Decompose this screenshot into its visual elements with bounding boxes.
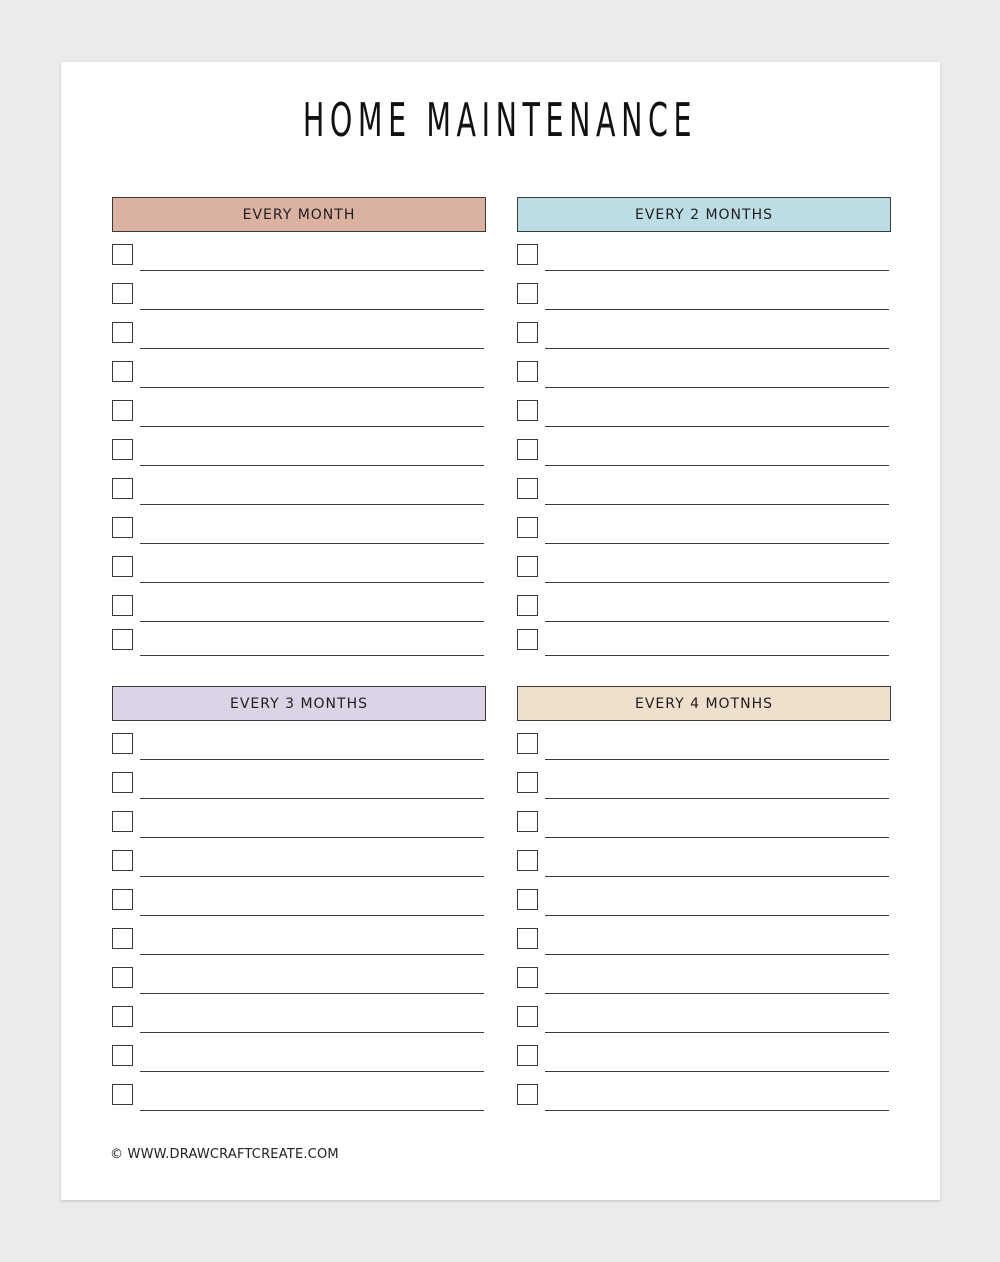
checklist-row	[112, 439, 486, 469]
checklist-row	[112, 361, 486, 391]
task-write-line[interactable]	[140, 993, 484, 994]
checklist-row	[112, 1045, 486, 1075]
task-write-line[interactable]	[140, 426, 484, 427]
checklist-row	[112, 629, 486, 659]
task-write-line[interactable]	[140, 621, 484, 622]
checklist-row	[517, 1084, 891, 1114]
task-checkbox[interactable]	[112, 517, 133, 538]
checklist-row	[112, 733, 486, 763]
checklist-row	[517, 478, 891, 508]
task-write-line[interactable]	[545, 465, 889, 466]
section-header: EVERY MONTH	[112, 197, 486, 232]
task-checkbox[interactable]	[517, 400, 538, 421]
task-write-line[interactable]	[140, 655, 484, 656]
task-write-line[interactable]	[140, 387, 484, 388]
task-checkbox[interactable]	[517, 439, 538, 460]
task-checkbox[interactable]	[517, 322, 538, 343]
checklist-row	[112, 967, 486, 997]
task-write-line[interactable]	[140, 837, 484, 838]
checklist-row	[112, 889, 486, 919]
checklist-row	[112, 244, 486, 274]
task-write-line[interactable]	[545, 798, 889, 799]
checklist-row	[112, 322, 486, 352]
section-header: EVERY 4 MOTNHS	[517, 686, 891, 721]
task-write-line[interactable]	[140, 1071, 484, 1072]
task-write-line[interactable]	[140, 876, 484, 877]
task-checkbox[interactable]	[517, 629, 538, 650]
task-checkbox[interactable]	[517, 889, 538, 910]
task-checkbox[interactable]	[112, 400, 133, 421]
task-checkbox[interactable]	[112, 322, 133, 343]
task-write-line[interactable]	[545, 621, 889, 622]
task-write-line[interactable]	[545, 655, 889, 656]
checklist-row	[517, 1006, 891, 1036]
task-write-line[interactable]	[140, 759, 484, 760]
task-write-line[interactable]	[140, 1110, 484, 1111]
checklist-row	[517, 733, 891, 763]
task-write-line[interactable]	[140, 309, 484, 310]
page-title: HOME MAINTENANCE	[302, 93, 698, 147]
task-write-line[interactable]	[545, 387, 889, 388]
checklist-row	[517, 556, 891, 586]
task-write-line[interactable]	[140, 582, 484, 583]
task-write-line[interactable]	[545, 348, 889, 349]
checklist-row	[112, 1084, 486, 1114]
task-checkbox[interactable]	[112, 629, 133, 650]
task-write-line[interactable]	[545, 504, 889, 505]
checklist-row	[517, 850, 891, 880]
task-write-line[interactable]	[545, 1032, 889, 1033]
task-checkbox[interactable]	[517, 772, 538, 793]
checklist-row	[517, 322, 891, 352]
task-checkbox[interactable]	[517, 595, 538, 616]
task-write-line[interactable]	[545, 876, 889, 877]
task-checkbox[interactable]	[517, 244, 538, 265]
task-write-line[interactable]	[140, 543, 484, 544]
checklist-row	[517, 1045, 891, 1075]
task-checkbox[interactable]	[517, 811, 538, 832]
task-write-line[interactable]	[545, 543, 889, 544]
task-checkbox[interactable]	[112, 733, 133, 754]
task-checkbox[interactable]	[517, 361, 538, 382]
task-checkbox[interactable]	[112, 967, 133, 988]
task-checkbox[interactable]	[112, 1084, 133, 1105]
checklist-row	[112, 1006, 486, 1036]
task-write-line[interactable]	[140, 270, 484, 271]
task-write-line[interactable]	[545, 582, 889, 583]
task-write-line[interactable]	[545, 993, 889, 994]
copyright-footer: © WWW.DRAWCRAFTCREATE.COM	[110, 1147, 339, 1162]
task-write-line[interactable]	[140, 348, 484, 349]
checklist-row	[517, 928, 891, 958]
checklist-row	[517, 967, 891, 997]
section-header: EVERY 3 MONTHS	[112, 686, 486, 721]
task-checkbox[interactable]	[112, 283, 133, 304]
task-checkbox[interactable]	[517, 1084, 538, 1105]
task-checkbox[interactable]	[517, 517, 538, 538]
task-checkbox[interactable]	[112, 439, 133, 460]
task-checkbox[interactable]	[517, 1045, 538, 1066]
task-write-line[interactable]	[545, 270, 889, 271]
task-checkbox[interactable]	[517, 967, 538, 988]
checklist-row	[517, 595, 891, 625]
checklist-row	[517, 772, 891, 802]
checklist-row	[517, 361, 891, 391]
checklist-row	[112, 928, 486, 958]
checklist-row	[517, 629, 891, 659]
task-checkbox[interactable]	[517, 556, 538, 577]
task-write-line[interactable]	[545, 1110, 889, 1111]
task-checkbox[interactable]	[517, 283, 538, 304]
task-write-line[interactable]	[545, 759, 889, 760]
task-checkbox[interactable]	[112, 556, 133, 577]
checklist-row	[112, 811, 486, 841]
checklist-row	[112, 283, 486, 313]
checklist-row	[517, 889, 891, 919]
task-checkbox[interactable]	[112, 1045, 133, 1066]
task-write-line[interactable]	[545, 309, 889, 310]
task-write-line[interactable]	[545, 1071, 889, 1072]
checklist-row	[112, 556, 486, 586]
task-checkbox[interactable]	[112, 595, 133, 616]
checklist-row	[517, 400, 891, 430]
task-checkbox[interactable]	[517, 928, 538, 949]
task-write-line[interactable]	[140, 504, 484, 505]
checklist-row	[517, 811, 891, 841]
task-checkbox[interactable]	[112, 244, 133, 265]
task-checkbox[interactable]	[517, 478, 538, 499]
checklist-row	[112, 772, 486, 802]
task-checkbox[interactable]	[112, 889, 133, 910]
checklist-row	[517, 439, 891, 469]
task-checkbox[interactable]	[112, 928, 133, 949]
task-write-line[interactable]	[140, 798, 484, 799]
task-checkbox[interactable]	[112, 361, 133, 382]
task-write-line[interactable]	[140, 465, 484, 466]
checklist-row	[112, 478, 486, 508]
task-checkbox[interactable]	[112, 850, 133, 871]
checklist-row	[112, 850, 486, 880]
task-checkbox[interactable]	[517, 1006, 538, 1027]
task-checkbox[interactable]	[112, 1006, 133, 1027]
section-header: EVERY 2 MONTHS	[517, 197, 891, 232]
task-write-line[interactable]	[140, 954, 484, 955]
task-write-line[interactable]	[545, 837, 889, 838]
task-checkbox[interactable]	[112, 772, 133, 793]
task-write-line[interactable]	[545, 915, 889, 916]
checklist-row	[112, 517, 486, 547]
task-checkbox[interactable]	[112, 811, 133, 832]
task-checkbox[interactable]	[517, 733, 538, 754]
checklist-row	[517, 283, 891, 313]
task-checkbox[interactable]	[517, 850, 538, 871]
checklist-row	[112, 400, 486, 430]
checklist-row	[112, 595, 486, 625]
task-write-line[interactable]	[140, 915, 484, 916]
checklist-row	[517, 517, 891, 547]
task-write-line[interactable]	[140, 1032, 484, 1033]
task-write-line[interactable]	[545, 954, 889, 955]
checklist-row	[517, 244, 891, 274]
task-write-line[interactable]	[545, 426, 889, 427]
task-checkbox[interactable]	[112, 478, 133, 499]
